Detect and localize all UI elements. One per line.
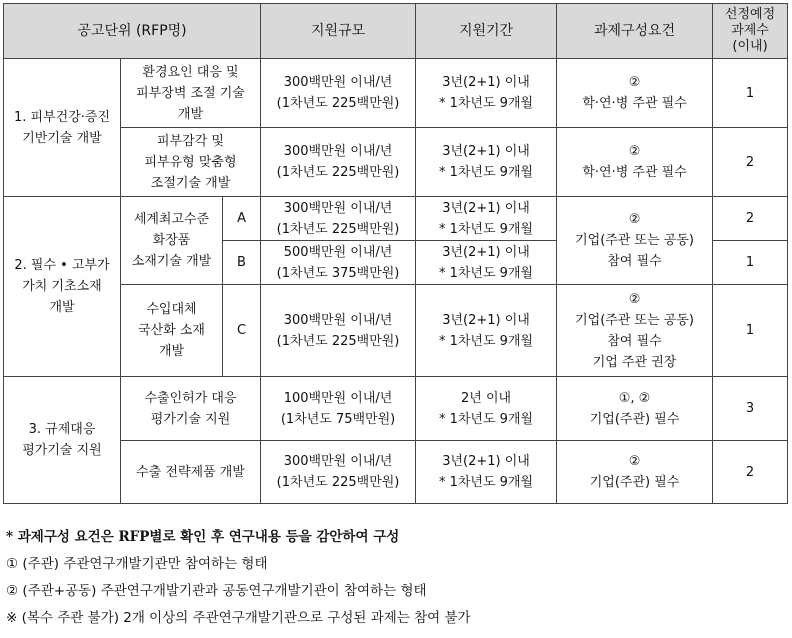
sub-unit: B [223, 241, 261, 285]
rfp-table [3, 3, 788, 504]
note-multiple-lead: ※ (복수 주관 불가) 2개 이상의 주관연구개발기관으로 구성된 과제는 참여 불가 [6, 610, 471, 626]
requirement-cell: ② 기업(주관 또는 공동) 참여 필수 [557, 197, 713, 285]
rfp-name: 수출 전략제품 개발 [121, 441, 261, 504]
rfp-name: 환경요인 대응 및 피부장벽 조절 기술 개발 [121, 59, 261, 128]
count-cell: 3 [713, 377, 788, 441]
scale-cell: 300백만원 이내/년 (1차년도 225백만원) [261, 441, 416, 504]
scale-cell: 100백만원 이내/년 (1차년도 75백만원) [261, 377, 416, 441]
group-2: 2. 필수 • 고부가 가치 기초소재 개발 [4, 197, 121, 377]
period-cell: 2년 이내 * 1차년도 9개월 [416, 377, 557, 441]
group-3: 3. 규제대응 평가기술 지원 [4, 377, 121, 504]
count-cell: 1 [713, 59, 788, 128]
count-cell: 2 [713, 197, 788, 241]
rfp-name: 수입대체 국산화 소재 개발 [121, 285, 223, 377]
rfp-name: 피부감각 및 피부유형 맞춤형 조절기술 개발 [121, 128, 261, 197]
requirement-cell: ② 학·연·병 주관 필수 [557, 59, 713, 128]
requirement-cell: ② 학·연·병 주관 필수 [557, 128, 713, 197]
count-cell: 1 [713, 241, 788, 285]
note-lead-only: ① (주관) 주관연구개발기관만 참여하는 형태 [6, 556, 268, 572]
sub-unit: C [223, 285, 261, 377]
scale-cell: 300백만원 이내/년 (1차년도 225백만원) [261, 128, 416, 197]
rfp-name: 세계최고수준 화장품 소재기술 개발 [121, 197, 223, 285]
header-count: 선정예정 과제수 (이내) [713, 4, 788, 59]
scale-cell: 300백만원 이내/년 (1차년도 225백만원) [261, 197, 416, 241]
scale-cell: 300백만원 이내/년 (1차년도 225백만원) [261, 59, 416, 128]
header-requirement: 과제구성요건 [557, 4, 713, 59]
header-scale: 지원규모 [261, 4, 416, 59]
requirement-cell: ② 기업(주관 또는 공동) 참여 필수 기업 주관 권장 [557, 285, 713, 377]
header-period: 지원기간 [416, 4, 557, 59]
header-unit: 공고단위 (RFP명) [4, 4, 261, 59]
count-cell: 2 [713, 128, 788, 197]
group-1: 1. 피부건강·증진 기반기술 개발 [4, 59, 121, 197]
period-cell: 3년(2+1) 이내 * 1차년도 9개월 [416, 441, 557, 504]
requirement-cell: ①, ② 기업(주관) 필수 [557, 377, 713, 441]
note-lead-joint: ② (주관+공동) 주관연구개발기관과 공동연구개발기관이 참여하는 형태 [6, 583, 427, 599]
count-cell: 2 [713, 441, 788, 504]
requirement-cell: ② 기업(주관) 필수 [557, 441, 713, 504]
period-cell: 3년(2+1) 이내 * 1차년도 9개월 [416, 241, 557, 285]
scale-cell: 300백만원 이내/년 (1차년도 225백만원) [261, 285, 416, 377]
period-cell: 3년(2+1) 이내 * 1차년도 9개월 [416, 197, 557, 241]
notes [6, 524, 786, 632]
rfp-name: 수출인허가 대응 평가기술 지원 [121, 377, 261, 441]
count-cell: 1 [713, 285, 788, 377]
period-cell: 3년(2+1) 이내 * 1차년도 9개월 [416, 285, 557, 377]
period-cell: 3년(2+1) 이내 * 1차년도 9개월 [416, 59, 557, 128]
period-cell: 3년(2+1) 이내 * 1차년도 9개월 [416, 128, 557, 197]
note-composition: * 과제구성 요건은 RFP별로 확인 후 연구내용 등을 감안하여 구성 [6, 529, 400, 545]
sub-unit: A [223, 197, 261, 241]
scale-cell: 500백만원 이내/년 (1차년도 375백만원) [261, 241, 416, 285]
